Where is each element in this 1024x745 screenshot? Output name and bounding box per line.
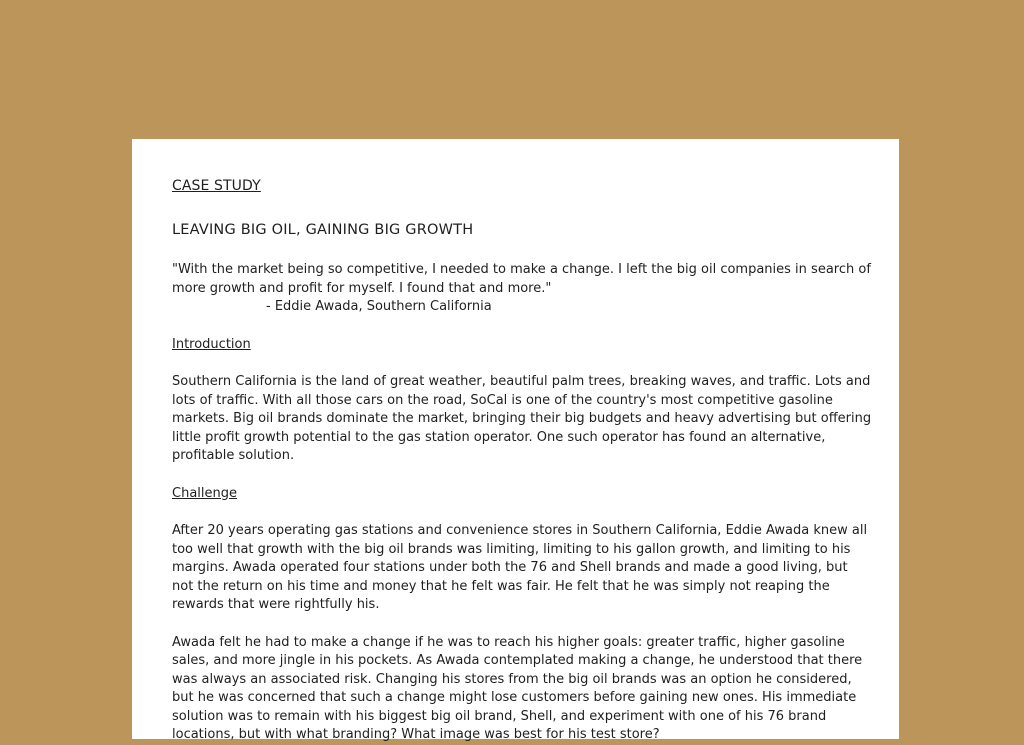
document-title: LEAVING BIG OIL, GAINING BIG GROWTH: [172, 221, 474, 238]
challenge-paragraph-1: After 20 years operating gas stations and convenience stores in Southern California, Eddie Awada knew all too well that growth with the big oil brands was limiting, limiting to his gallon growth, and limiting to his margins. Awada operated four stations under both the 76 and Shell brands and made a good living, but not the return on his time and money that he felt was fair. He felt that he was simply not reaping the rewards that were rightfully his.: [172, 523, 868, 612]
quote-text: "With the market being so competitive, I needed to make a change. I left the big oil companies in search of more growth and profit for myself. I found that and more.": [172, 262, 871, 296]
challenge-paragraph-2: Awada felt he had to make a change if he was to reach his higher goals: greater traffic, higher gasoline sales, and more jingle in his pockets. As Awada contemplated making a change, he understood that there was always an associated risk. Changing his stores from the big oil brands was an option he considered, but he was concerned that such a change might lose customers before gaining new ones. His immediate solution was to remain with his biggest big oil brand, Shell, and experiment with one of his 76 brand locations, but with what branding? What image was best for his test store?: [172, 634, 863, 742]
quote-attribution: - Eddie Awada, Southern California: [266, 299, 492, 314]
document-label: CASE STUDY: [172, 178, 261, 194]
section-heading-introduction: Introduction: [172, 336, 251, 352]
document-page: [132, 139, 899, 742]
document-content: [172, 177, 872, 745]
introduction-paragraph: Southern California is the land of great weather, beautiful palm trees, breaking waves, and traffic. Lots and lots of traffic. With all those cars on the road, SoCal is one of the country's most competitive gasoline markets. Big oil brands dominate the market, bringing their big budgets and heavy advertising but offering little profit growth potential to the gas station operator. One such operator has found an alternative, profitable solution.: [172, 374, 872, 463]
pull-quote: [172, 261, 872, 317]
section-heading-challenge: Challenge: [172, 485, 237, 501]
